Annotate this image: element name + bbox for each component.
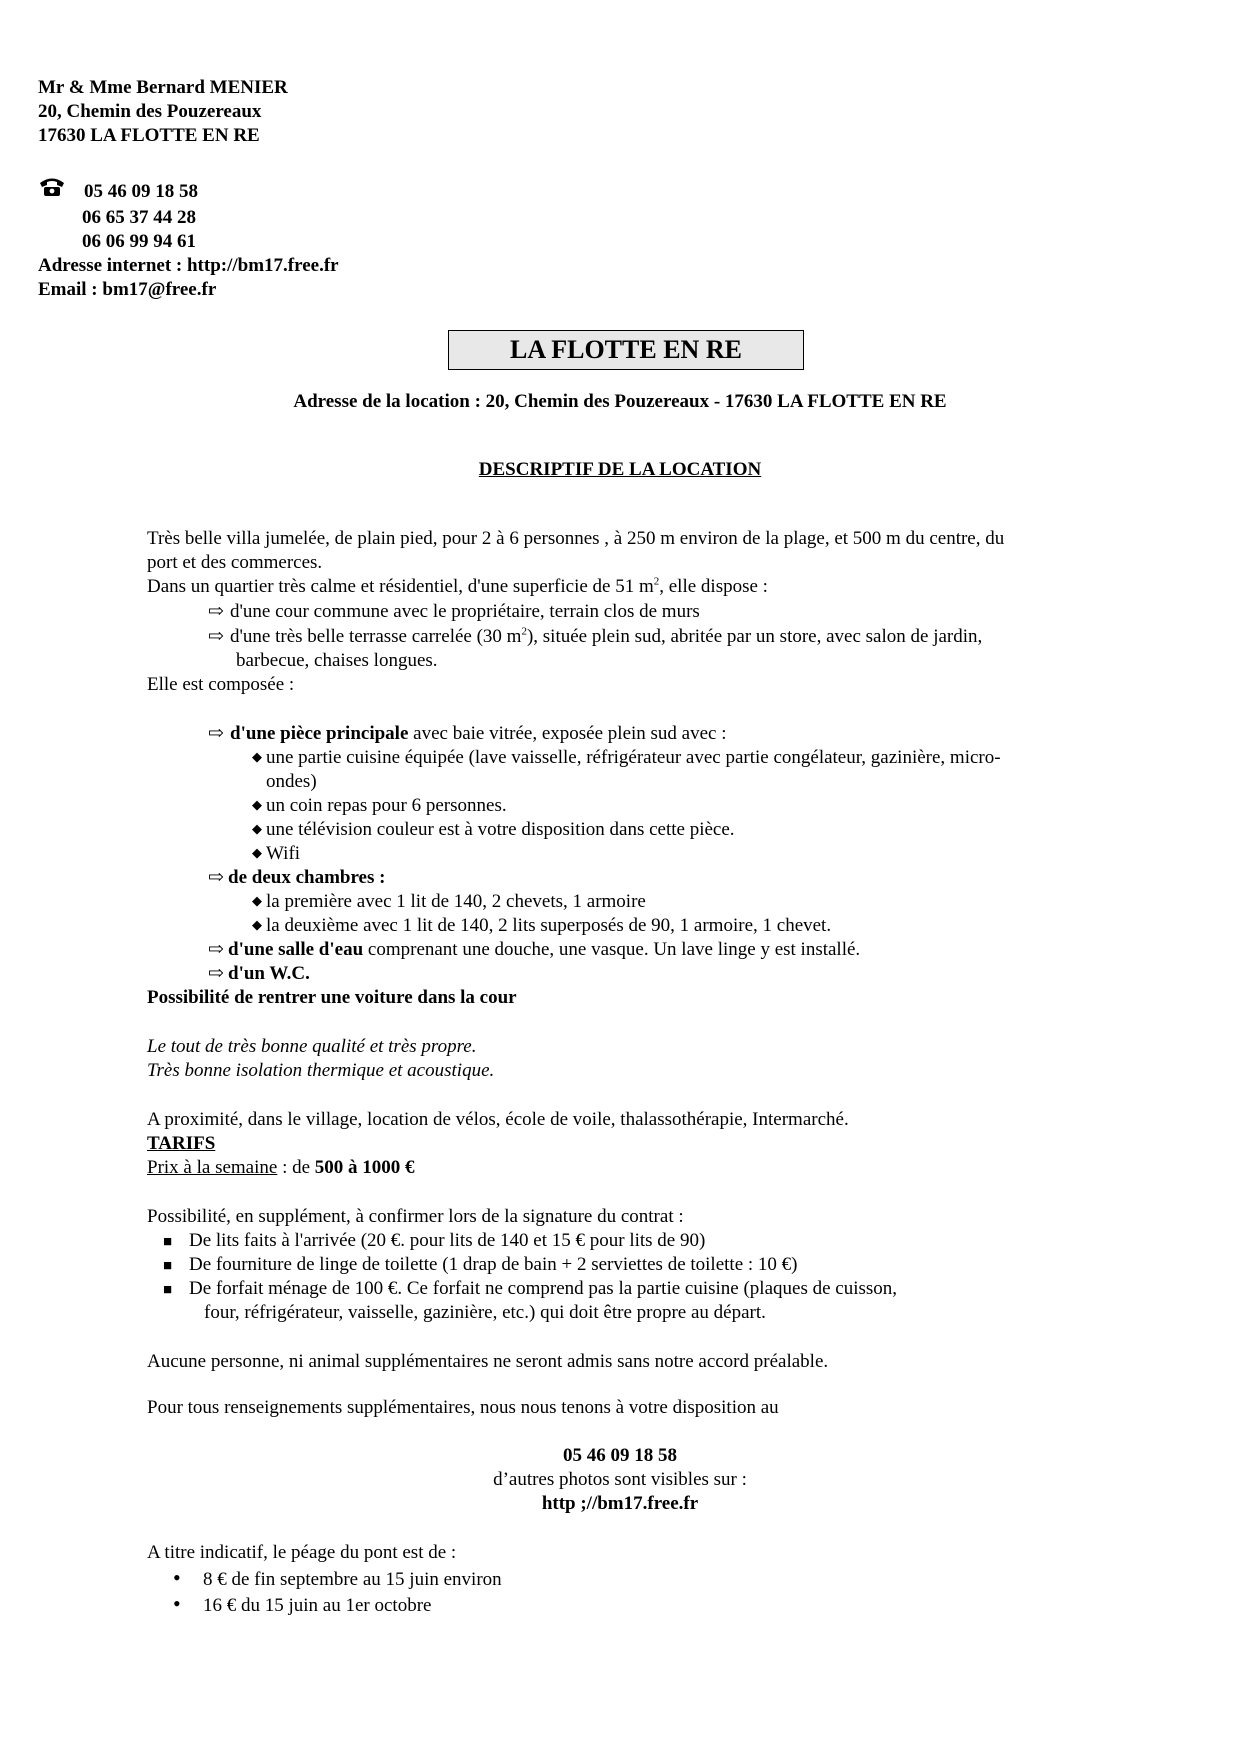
round-bullet-icon: • (173, 1565, 181, 1590)
list-item: ■ De fourniture de linge de toilette (1 drap de bain + 2 serviettes de toilette : 10 €) (163, 1253, 798, 1278)
website: Adresse internet : http://bm17.free.fr (38, 255, 339, 276)
arrow-icon: ⇨ (208, 723, 224, 744)
quality-line-1: Le tout de très bonne qualité et très propre. (147, 1036, 477, 1057)
list-item: • 8 € de fin septembre au 15 juin environ (173, 1565, 502, 1590)
square-bullet-icon: ■ (163, 1258, 173, 1274)
dispose-item: ⇨ d'une cour commune avec le propriétaire, terrain clos de murs (208, 601, 700, 622)
diamond-bullet-icon: ◆ (252, 749, 262, 764)
owner-street: 20, Chemin des Pouzereaux (38, 101, 262, 122)
dispose-item-cont: barbecue, chaises longues. (236, 650, 438, 671)
list-item: ◆ Wifi (252, 843, 301, 864)
section-heading: DESCRIPTIF DE LA LOCATION (478, 459, 762, 480)
list-item: ◆ un coin repas pour 6 personnes. (252, 795, 507, 816)
list-item: ◆ une télévision couleur est à votre disposition dans cette pièce. (252, 819, 735, 840)
arrow-icon: ⇨ (208, 867, 224, 888)
room-main: ⇨ d'une pièce principale avec baie vitrée, exposée plein sud avec : (208, 723, 727, 744)
supplements-intro: Possibilité, en supplément, à confirmer lors de la signature du contrat : (147, 1206, 684, 1227)
list-item: ■ De lits faits à l'arrivée (20 €. pour lits de 140 et 15 € pour lits de 90) (163, 1229, 705, 1254)
composed-label: Elle est composée : (147, 674, 295, 695)
price-line: Prix à la semaine : de 500 à 1000 € (147, 1157, 415, 1178)
arrow-icon: ⇨ (208, 963, 224, 984)
email: Email : bm17@free.fr (38, 279, 217, 300)
phone-1: 05 46 09 18 58 (84, 181, 198, 202)
list-item-cont: four, réfrigérateur, vaisselle, gazinière, etc.) qui doit être propre au départ. (204, 1302, 766, 1323)
list-item-cont: ondes) (266, 771, 317, 792)
list-item: ■ De forfait ménage de 100 €. Ce forfait ne comprend pas la partie cuisine (plaques de cuisson, (163, 1277, 897, 1302)
phone-2: 06 65 37 44 28 (82, 207, 196, 228)
page-title: LA FLOTTE EN RE (448, 330, 804, 370)
photos-note: d’autres photos sont visibles sur : (493, 1469, 747, 1490)
arrow-icon: ⇨ (208, 601, 224, 622)
list-item: ◆ la deuxième avec 1 lit de 140, 2 lits superposés de 90, 1 armoire, 1 chevet. (252, 915, 832, 936)
list-item: • 16 € du 15 juin au 1er octobre (173, 1591, 432, 1616)
room-bathroom: ⇨ d'une salle d'eau comprenant une douche, une vasque. Un lave linge y est installé. (208, 939, 861, 960)
quality-line-2: Très bonne isolation thermique et acoustique. (147, 1060, 495, 1081)
intro-line-2: port et des commerces. (147, 552, 323, 573)
list-item: ◆ une partie cuisine équipée (lave vaisselle, réfrigérateur avec partie congélateur, gazinière, micro- (252, 747, 1001, 768)
arrow-icon: ⇨ (208, 626, 224, 647)
photos-url[interactable]: http ;//bm17.free.fr (541, 1493, 699, 1514)
contact-intro: Pour tous renseignements supplémentaires, nous nous tenons à votre disposition au (147, 1397, 779, 1418)
car-note: Possibilité de rentrer une voiture dans la cour (147, 987, 517, 1008)
telephone-icon (38, 176, 66, 198)
intro-line-1: Très belle villa jumelée, de plain pied, pour 2 à 6 personnes , à 250 m environ de la plage, et 500 m du centre, du (147, 528, 1005, 549)
arrow-icon: ⇨ (208, 939, 224, 960)
list-item: ◆ la première avec 1 lit de 140, 2 chevets, 1 armoire (252, 891, 646, 912)
no-extra-note: Aucune personne, ni animal supplémentaires ne seront admis sans notre accord préalable. (147, 1351, 829, 1372)
toll-intro: A titre indicatif, le péage du pont est de : (147, 1542, 457, 1563)
phone-3: 06 06 99 94 61 (82, 231, 196, 252)
diamond-bullet-icon: ◆ (252, 821, 262, 836)
square-bullet-icon: ■ (163, 1282, 173, 1298)
diamond-bullet-icon: ◆ (252, 917, 262, 932)
tarifs-heading: TARIFS (147, 1133, 216, 1154)
nearby-note: A proximité, dans le village, location de vélos, école de voile, thalassothérapie, Intermarché. (147, 1109, 849, 1130)
diamond-bullet-icon: ◆ (252, 797, 262, 812)
contact-phone: 05 46 09 18 58 (563, 1445, 677, 1466)
square-bullet-icon: ■ (163, 1234, 173, 1250)
room-wc: ⇨ d'un W.C. (208, 963, 310, 984)
dispose-item: ⇨ d'une très belle terrasse carrelée (30 $m^2$), située plein sud, abritée par un store, avec salon de jardin, (208, 625, 983, 647)
round-bullet-icon: • (173, 1591, 181, 1616)
diamond-bullet-icon: ◆ (252, 845, 262, 860)
owner-city: 17630 LA FLOTTE EN RE (38, 125, 260, 146)
owner-name: Mr & Mme Bernard MENIER (38, 77, 288, 98)
intro-line-3: Dans un quartier très calme et résidentiel, d'une superficie de 51 $m^2$, elle dispose : (147, 575, 768, 597)
diamond-bullet-icon: ◆ (252, 893, 262, 908)
rental-address: Adresse de la location : 20, Chemin des Pouzereaux - 17630 LA FLOTTE EN RE (293, 391, 947, 412)
room-bedrooms: ⇨ de deux chambres : (208, 867, 386, 888)
